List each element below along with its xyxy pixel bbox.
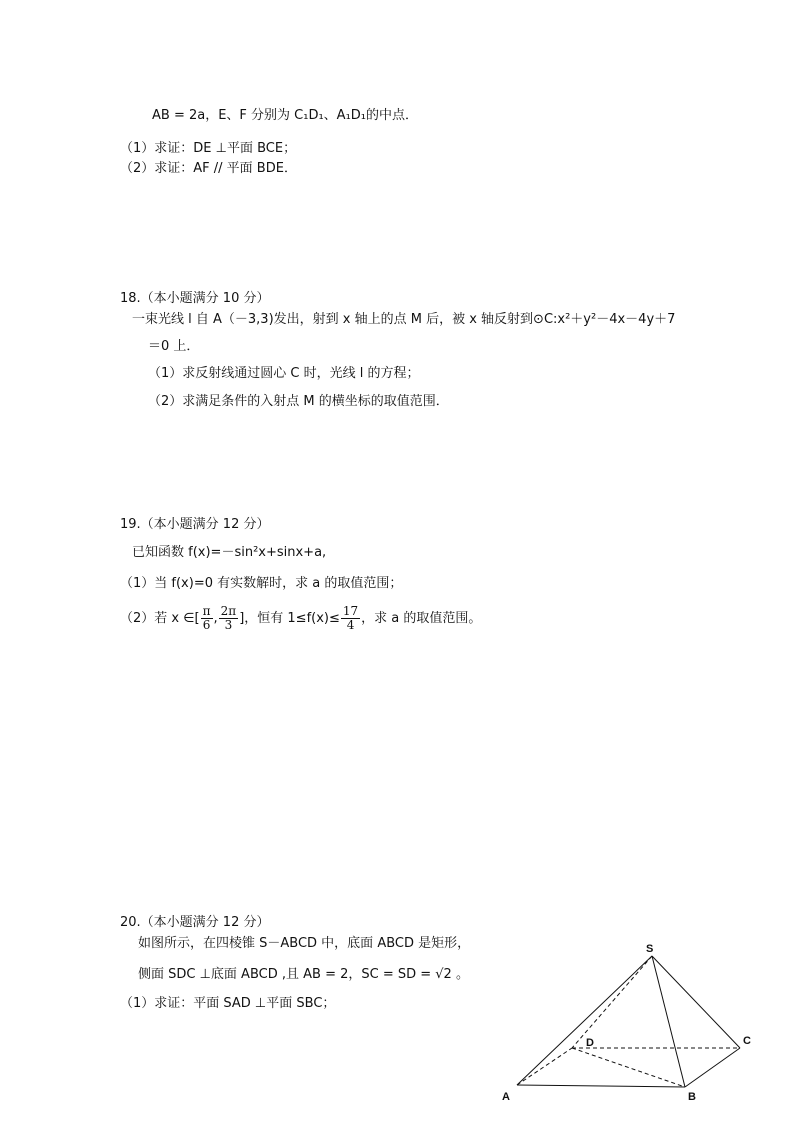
- fraction-numerator: 2π: [220, 604, 237, 618]
- fraction-numerator: 17: [342, 604, 359, 618]
- q17-part1: （1）求证：DE ⊥平面 BCE；: [120, 141, 297, 156]
- edge-SA: [517, 956, 652, 1085]
- q19-comma: ,: [213, 611, 218, 626]
- q18-line2: ＝0 上．: [148, 339, 200, 354]
- edge-AD-hidden: [517, 1048, 572, 1085]
- label-C: C: [743, 1035, 751, 1047]
- q18-part1: （1）求反射线通过圆心 C 时，光线 l 的方程；: [148, 366, 420, 381]
- q19-line1: 已知函数 f(x)=－sin²x+sinx+a,: [132, 545, 327, 560]
- fraction-17-over-4: [341, 605, 360, 632]
- label-A: A: [502, 1091, 510, 1103]
- q17-condition-line: AB = 2a，E、F 分别为 C₁D₁、A₁D₁的中点．: [152, 108, 418, 123]
- edge-BC: [685, 1048, 740, 1087]
- edge-SC: [652, 956, 740, 1048]
- q19-part2: [120, 602, 481, 638]
- label-S: S: [646, 943, 654, 955]
- q17-part2: （2）求证：AF // 平面 BDE．: [120, 161, 297, 176]
- fraction-denominator: 6: [202, 618, 211, 632]
- edge-SB: [652, 956, 685, 1087]
- q19-part2-prefix: （2）若 x ∈[: [120, 611, 200, 626]
- q18-part2: （2）求满足条件的入射点 M 的横坐标的取值范围．: [148, 394, 449, 409]
- q18-header: 18.（本小题满分 10 分）: [120, 291, 270, 306]
- q19-header: 19.（本小题满分 12 分）: [120, 517, 270, 532]
- fraction-pi-over-6: [201, 605, 213, 632]
- edge-AB: [517, 1085, 685, 1087]
- q20-line2: 侧面 SDC ⊥底面 ABCD ,且 AB = 2，SC = SD = √2 。: [138, 967, 469, 982]
- fraction-numerator: π: [202, 604, 211, 618]
- q19-part1: （1）当 f(x)=0 有实数解时，求 a 的取值范围；: [120, 576, 403, 591]
- fraction-denominator: 3: [224, 618, 233, 632]
- edge-DB-hidden: [572, 1048, 685, 1087]
- pyramid-figure: [490, 940, 770, 1110]
- q18-line1: 一束光线 l 自 A（－3,3)发出，射到 x 轴上的点 M 后，被 x 轴反射到⊙C:x²＋y²－4x－4y＋7: [132, 312, 676, 327]
- edge-SD-hidden: [572, 956, 652, 1048]
- fraction-2pi-over-3: [219, 605, 239, 632]
- q20-line1: 如图所示，在四棱锥 S－ABCD 中，底面 ABCD 是矩形，: [138, 936, 471, 951]
- q19-part2-mid: ]，恒有 1≤f(x)≤: [239, 611, 340, 626]
- q20-part1: （1）求证：平面 SAD ⊥平面 SBC；: [120, 996, 336, 1011]
- label-D: D: [586, 1037, 594, 1049]
- label-B: B: [688, 1091, 696, 1103]
- q19-part2-suffix: ，求 a 的取值范围。: [361, 611, 482, 626]
- fraction-denominator: 4: [346, 618, 355, 632]
- q20-header: 20.（本小题满分 12 分）: [120, 915, 270, 930]
